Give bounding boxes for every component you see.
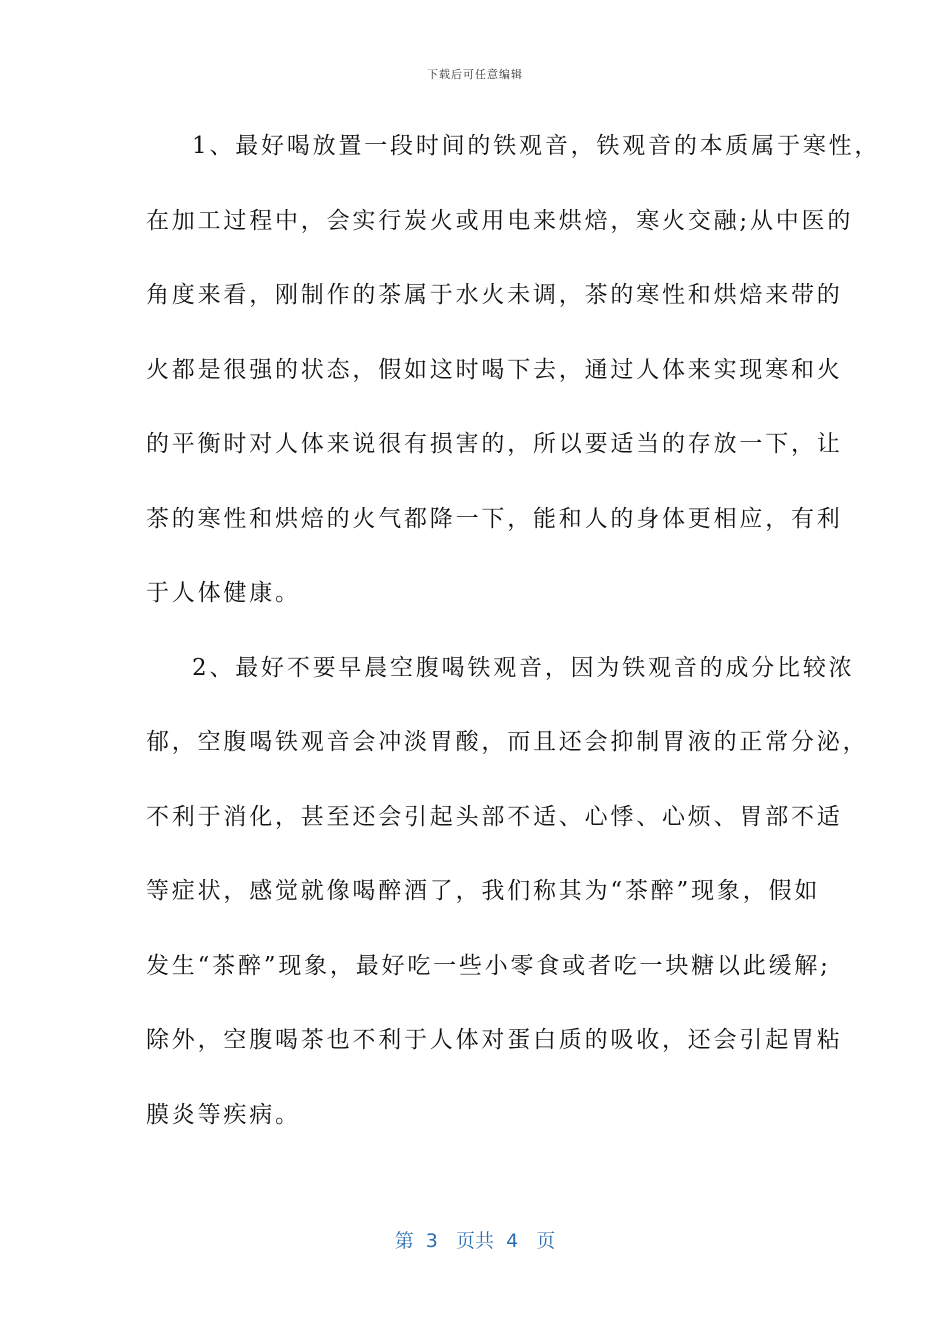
text-line: 膜炎等疾病。 <box>146 1101 301 1128</box>
text-line: 不利于消化，甚至还会引起头部不适、心悸、心烦、胃部不适 <box>146 803 843 830</box>
text-line: 郁，空腹喝铁观音会冲淡胃酸，而且还会抑制胃液的正常分泌， <box>146 729 869 755</box>
text-line: 2、最好不要早晨空腹喝铁观音，因为铁观音的成分比较浓 <box>192 654 855 681</box>
text-line: 茶的寒性和烘焙的火气都降一下，能和人的身体更相应，有利 <box>146 505 843 532</box>
page-number: 第 3 页共 4 页 <box>394 1230 556 1252</box>
body-text <box>146 128 881 1171</box>
text-line: 除外，空腹喝茶也不利于人体对蛋白质的吸收，还会引起胃粘 <box>146 1027 843 1053</box>
paragraph-1 <box>146 128 881 650</box>
text-line: 火都是很强的状态，假如这时喝下去，通过人体来实现寒和火 <box>146 356 843 383</box>
text-line: 等症状，感觉就像喝醉酒了，我们称其为“茶醉”现象，假如 <box>146 878 821 904</box>
page-header: 下载后可任意编辑 <box>427 68 523 81</box>
text-line: 于人体健康。 <box>146 580 301 606</box>
text-line: 在加工过程中，会实行炭火或用电来烘焙，寒火交融;从中医的 <box>146 207 854 234</box>
paragraph-2 <box>146 650 869 1172</box>
text-line: 发生“茶醉”现象，最好吃一些小零食或者吃一块糖以此缓解; <box>146 952 831 979</box>
text-line: 的平衡时对人体来说很有损害的，所以要适当的存放一下，让 <box>146 431 843 457</box>
text-line: 1、最好喝放置一段时间的铁观音，铁观音的本质属于寒性， <box>192 133 881 159</box>
text-line: 角度来看，刚制作的茶属于水火未调，茶的寒性和烘焙来带的 <box>146 282 843 308</box>
